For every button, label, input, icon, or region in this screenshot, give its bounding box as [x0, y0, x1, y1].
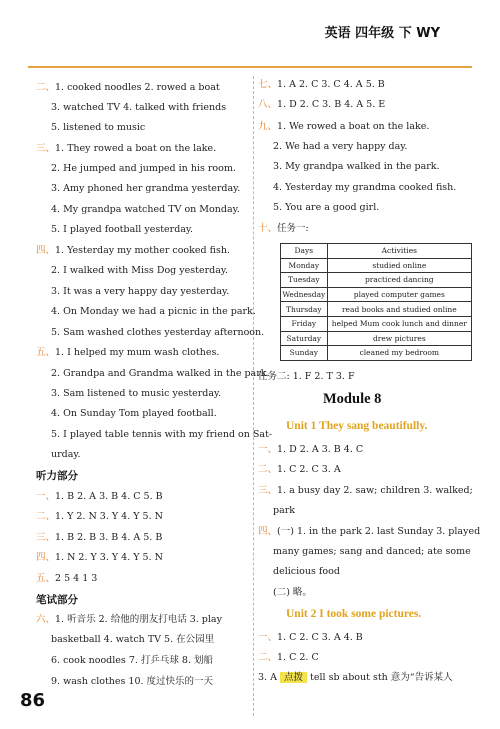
- left-answer-line: [51, 449, 81, 461]
- answer-text: 1. A 2. C 3. C 4. A 5. B: [277, 79, 385, 90]
- question-marker: 一、: [36, 491, 56, 502]
- right-answer-line: [273, 202, 379, 214]
- answer-text: 1. They rowed a boat on the lake.: [55, 143, 217, 154]
- column-divider: [253, 76, 254, 716]
- right-answer-line: [258, 223, 309, 235]
- task-activity-cell: read books and studied online: [327, 302, 471, 317]
- answer-text: 2 5 4 1 3: [55, 573, 98, 584]
- unit1-answer-line: [258, 444, 363, 456]
- answer-text: (二) 略。: [273, 587, 312, 598]
- task-table-row: [281, 273, 472, 288]
- answer-text: 4. Yesterday my grandma cooked fish.: [273, 182, 457, 193]
- unit1-answer-line: [258, 485, 473, 497]
- left-answer-line: [36, 511, 163, 523]
- answer-text: 5. Sam washed clothes yesterday afternoon.: [51, 327, 265, 338]
- question-marker: 五、: [36, 347, 56, 358]
- right-answer-line: [258, 79, 385, 91]
- left-answer-line: [51, 368, 270, 380]
- answer-text: 2. We had a very happy day.: [273, 141, 408, 152]
- answer-text: 任务一:: [277, 223, 309, 234]
- left-answer-line: [36, 532, 162, 544]
- unit1-answer-line: [258, 464, 341, 476]
- answer-text: 1. 听音乐 2. 给他的朋友打电话 3. play: [55, 614, 222, 625]
- question-marker: 六、: [36, 614, 56, 625]
- left-answer-line: [36, 143, 216, 155]
- task-activity-cell: practiced dancing: [327, 273, 471, 288]
- question-marker: 四、: [258, 526, 278, 537]
- answer-text: 2. I walked with Miss Dog yesterday.: [51, 265, 228, 276]
- module-title: Module 8: [323, 391, 382, 407]
- question-marker: 三、: [258, 485, 278, 496]
- question-marker: 三、: [36, 532, 56, 543]
- left-answer-line: [51, 306, 256, 318]
- left-answer-line: [36, 573, 97, 585]
- answer-text: 4. On Sunday Tom played football.: [51, 408, 217, 419]
- answer-text: 1. I helped my mum wash clothes.: [55, 347, 220, 358]
- question-marker: 二、: [258, 652, 278, 663]
- answer-text: 1. N 2. Y 3. Y 4. Y 5. N: [55, 552, 163, 563]
- left-answer-line: [51, 204, 240, 216]
- task-day-cell: Tuesday: [281, 273, 328, 288]
- left-answer-line: [51, 224, 193, 236]
- left-answer-line: [51, 265, 228, 277]
- section-heading: 听力部分: [36, 470, 78, 482]
- answer-text: 1. cooked noodles 2. rowed a boat: [55, 82, 220, 93]
- left-answer-line: [36, 614, 222, 626]
- question-marker: 二、: [258, 464, 278, 475]
- task-activity-cell: studied online: [327, 258, 471, 273]
- unit1-answer-line: [273, 505, 295, 517]
- task-table-row: [281, 346, 472, 361]
- answer-text: 5. I played table tennis with my friend on Sat-: [51, 429, 273, 440]
- left-answer-line: [51, 122, 145, 134]
- task-table-row: [281, 258, 472, 273]
- answer-text: 1. D 2. C 3. B 4. A 5. E: [277, 99, 386, 110]
- left-answer-line: [36, 82, 220, 94]
- left-answer-line: [51, 102, 226, 114]
- question-marker: 四、: [36, 552, 56, 563]
- answer-text: (一) 1. in the park 2. last Sunday 3. played: [277, 526, 481, 537]
- answer-text: 1. B 2. A 3. B 4. C 5. B: [55, 491, 163, 502]
- task2-answers: 任务二: 1. F 2. T 3. F: [258, 371, 355, 382]
- left-answer-line: [36, 347, 219, 359]
- task-activity-cell: drew pictures: [327, 331, 471, 346]
- header-rule: [28, 66, 472, 68]
- question-marker: 八、: [258, 99, 278, 110]
- answer-text: 1. We rowed a boat on the lake.: [277, 121, 430, 132]
- answer-text: 3. watched TV 4. talked with friends: [51, 102, 227, 113]
- answer-text: 5. listened to music: [51, 122, 146, 133]
- left-answer-line: [51, 388, 221, 400]
- answer-text: many games; sang and danced; ate some: [273, 546, 471, 557]
- unit1-answer-line: [273, 587, 312, 599]
- task-table: [280, 243, 472, 361]
- left-answer-line: [51, 327, 264, 339]
- last-answer-line: [258, 672, 453, 684]
- right-answer-line: [273, 141, 407, 153]
- left-answer-line: [36, 552, 163, 564]
- answer-text: 1. Y 2. N 3. Y 4. Y 5. N: [55, 511, 163, 522]
- left-answer-line: [51, 408, 217, 420]
- answer-text: delicious food: [273, 566, 340, 577]
- last-answer-text: tell sb about sth 意为“告诉某人: [310, 672, 453, 683]
- answer-text: 2. Grandpa and Grandma walked in the park.: [51, 368, 270, 379]
- answer-text: 1. C 2. C: [277, 652, 319, 663]
- answer-text: 1. Yesterday my mother cooked fish.: [55, 245, 230, 256]
- answer-text: 6. cook noodles 7. 打乒乓球 8. 划船: [51, 655, 214, 666]
- question-marker: 七、: [258, 79, 278, 90]
- question-marker: 一、: [258, 444, 278, 455]
- answer-text: 5. You are a good girl.: [273, 202, 380, 213]
- question-marker: 三、: [36, 143, 56, 154]
- question-marker: 九、: [258, 121, 278, 132]
- left-answer-line: [51, 163, 236, 175]
- task-day-cell: Wednesday: [281, 287, 328, 302]
- answer-text: 5. I played football yesterday.: [51, 224, 194, 235]
- right-answer-line: [273, 182, 456, 194]
- left-answer-line: [51, 183, 240, 195]
- task-day-cell: Friday: [281, 316, 328, 331]
- answer-text: 4. On Monday we had a picnic in the park.: [51, 306, 256, 317]
- right-answer-line: [258, 121, 429, 133]
- unit1-answer-line: [273, 546, 471, 558]
- question-marker: 二、: [36, 511, 56, 522]
- question-marker: 十、: [258, 223, 278, 234]
- right-answer-line: [258, 99, 385, 111]
- hint-highlight: 点拨: [280, 672, 307, 683]
- task-table-header-days: Days: [281, 244, 328, 259]
- task-activity-cell: played computer games: [327, 287, 471, 302]
- answer-text: 3. It was a very happy day yesterday.: [51, 286, 230, 297]
- question-marker: 一、: [258, 632, 278, 643]
- question-marker: 四、: [36, 245, 56, 256]
- unit2-answer-line: [258, 632, 363, 644]
- answer-text: 4. My grandpa watched TV on Monday.: [51, 204, 240, 215]
- left-answer-line: [51, 634, 214, 646]
- page-header-title: 英语 四年级 下 WY: [324, 26, 440, 41]
- task-day-cell: Saturday: [281, 331, 328, 346]
- answer-text: 1. C 2. C 3. A: [277, 464, 341, 475]
- answer-text: 2. He jumped and jumped in his room.: [51, 163, 236, 174]
- unit1-answer-line: [273, 566, 340, 578]
- task-table-row: [281, 316, 472, 331]
- question-marker: 五、: [36, 573, 56, 584]
- left-answer-line: [51, 655, 213, 667]
- page-number: 86: [20, 690, 46, 711]
- question-marker: 二、: [36, 82, 56, 93]
- task-table-row: [281, 287, 472, 302]
- left-answer-line: [51, 429, 272, 441]
- unit2-answer-line: [258, 652, 319, 664]
- task-day-cell: Monday: [281, 258, 328, 273]
- answer-text: 3. Amy phoned her grandma yesterday.: [51, 183, 241, 194]
- answer-text: 3. My grandpa walked in the park.: [273, 161, 440, 172]
- answer-text: 1. C 2. C 3. A 4. B: [277, 632, 363, 643]
- answer-text: 9. wash clothes 10. 度过快乐的一天: [51, 676, 214, 687]
- left-answer-line: [36, 491, 163, 503]
- task-day-cell: Sunday: [281, 346, 328, 361]
- left-answer-line: [51, 676, 213, 688]
- answer-text: basketball 4. watch TV 5. 在公园里: [51, 634, 215, 645]
- left-answer-line: [36, 245, 230, 257]
- task-table-row: [281, 302, 472, 317]
- task-table-row: [281, 331, 472, 346]
- answer-text: 1. B 2. B 3. B 4. A 5. B: [55, 532, 163, 543]
- task-day-cell: Thursday: [281, 302, 328, 317]
- task-activity-cell: cleaned my bedroom: [327, 346, 471, 361]
- right-answer-line: [273, 161, 440, 173]
- unit2-title: Unit 2 I took some pictures.: [286, 608, 422, 620]
- answer-text: urday.: [51, 449, 81, 460]
- answer-text: 1. a busy day 2. saw; children 3. walked;: [277, 485, 473, 496]
- task-table-header-activities: Activities: [327, 244, 471, 259]
- unit1-answer-line: [258, 526, 480, 538]
- task-activity-cell: helped Mum cook lunch and dinner: [327, 316, 471, 331]
- section-heading: 笔试部分: [36, 594, 78, 606]
- answer-text: 1. D 2. A 3. B 4. C: [277, 444, 364, 455]
- answer-text: park: [273, 505, 296, 516]
- answer-text: 3. Sam listened to music yesterday.: [51, 388, 222, 399]
- unit1-title: Unit 1 They sang beautifully.: [286, 420, 428, 432]
- left-answer-line: [51, 286, 229, 298]
- last-answer-prefix: 3. A: [258, 672, 277, 683]
